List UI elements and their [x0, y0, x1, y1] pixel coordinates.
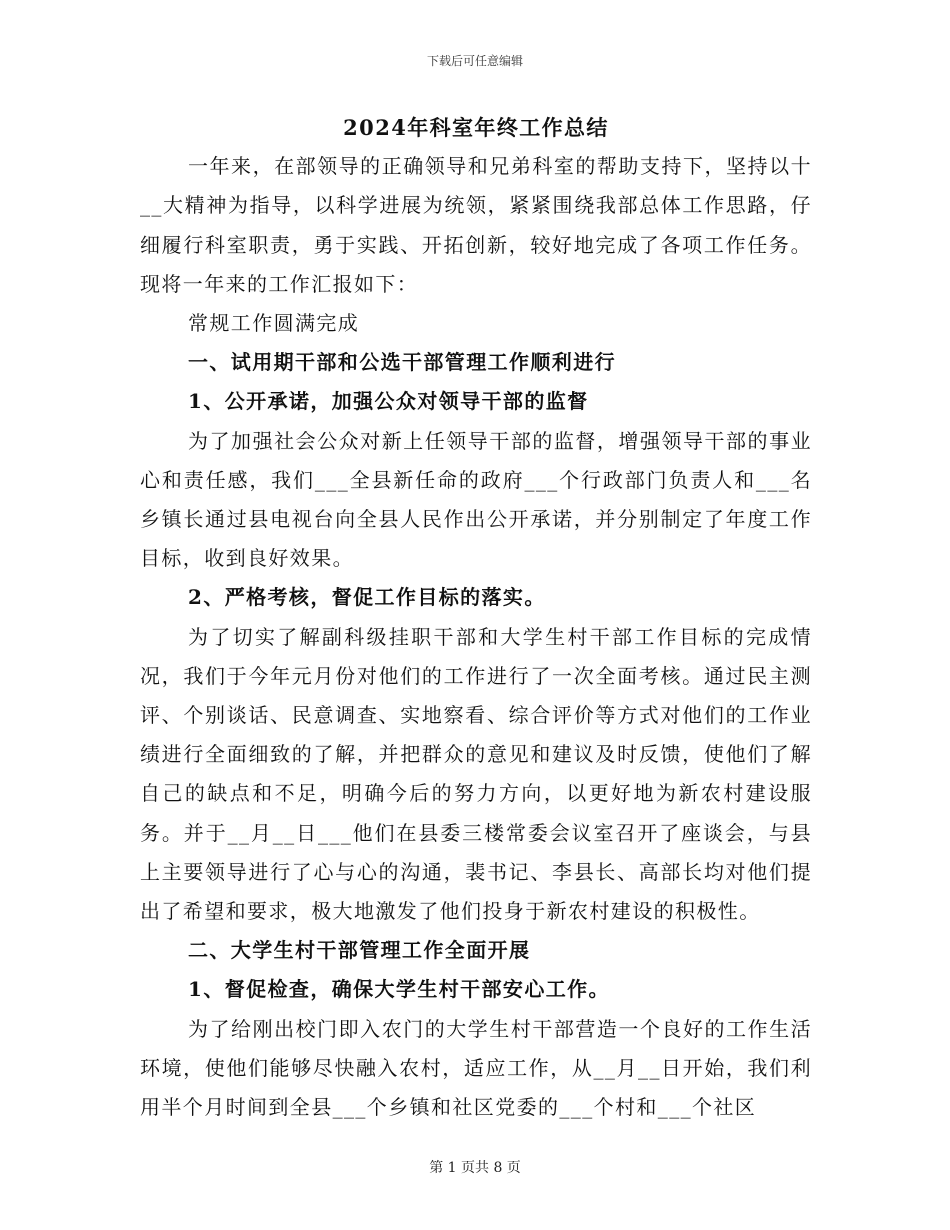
- intro-paragraph: 一年来，在部领导的正确领导和兄弟科室的帮助支持下，坚持以十__大精神为指导，以科学进展为统领，紧紧围绕我部总体工作思路，仔细履行科室职责，勇于实践、开拓创新，较好地完成了各项工作任务。现将一年来的工作汇报如下：: [140, 154, 812, 296]
- page-footer: 第 1 页共 8 页: [429, 1160, 521, 1176]
- document-title: 2024年科室年终工作总结: [343, 115, 609, 140]
- subheading-2-1: 1、督促检查，确保大学生村干部安心工作。: [188, 977, 610, 1002]
- paragraph-1-1: 为了加强社会公众对新上任领导干部的监督，增强领导干部的事业心和责任感，我们___全县新任命的政府___个行政部门负责人和___名乡镇长通过县电视台向全县人民作出公开承诺，并分别制定了年度工作目标，收到良好效果。: [140, 428, 812, 571]
- subheading-1-1: 1、公开承诺，加强公众对领导干部的监督: [188, 389, 589, 414]
- section-label: 常规工作圆满完成: [188, 311, 360, 336]
- subheading-1-2: 2、严格考核，督促工作目标的落实。: [188, 585, 546, 610]
- page-header: 下载后可任意编辑: [426, 54, 523, 68]
- heading-1: 一、试用期干部和公选干部管理工作顺利进行: [188, 350, 616, 375]
- paragraph-2-1: 为了给刚出校门即入农门的大学生村干部营造一个良好的工作生活环境，使他们能够尽快融入农村，适应工作，从__月__日开始，我们利用半个月时间到全县___个乡镇和社区党委的___个村和___个社区: [140, 1016, 812, 1120]
- document-body: [140, 108, 812, 1127]
- paragraph-1-2: 为了切实了解副科级挂职干部和大学生村干部工作目标的完成情况，我们于今年元月份对他们的工作进行了一次全面考核。通过民主测评、个别谈话、民意调查、实地察看、综合评价等方式对他们的工作业绩进行全面细致的了解，并把群众的意见和建议及时反馈，使他们了解自己的缺点和不足，明确今后的努力方向，以更好地为新农村建设服务。并于__月__日___他们在县委三楼常委会议室召开了座谈会，与县上主要领导进行了心与心的沟通，裴书记、李县长、高部长均对他们提出了希望和要求，极大地激发了他们投身于新农村建设的积极性。: [140, 624, 812, 924]
- heading-2: 二、大学生村干部管理工作全面开展: [188, 938, 531, 963]
